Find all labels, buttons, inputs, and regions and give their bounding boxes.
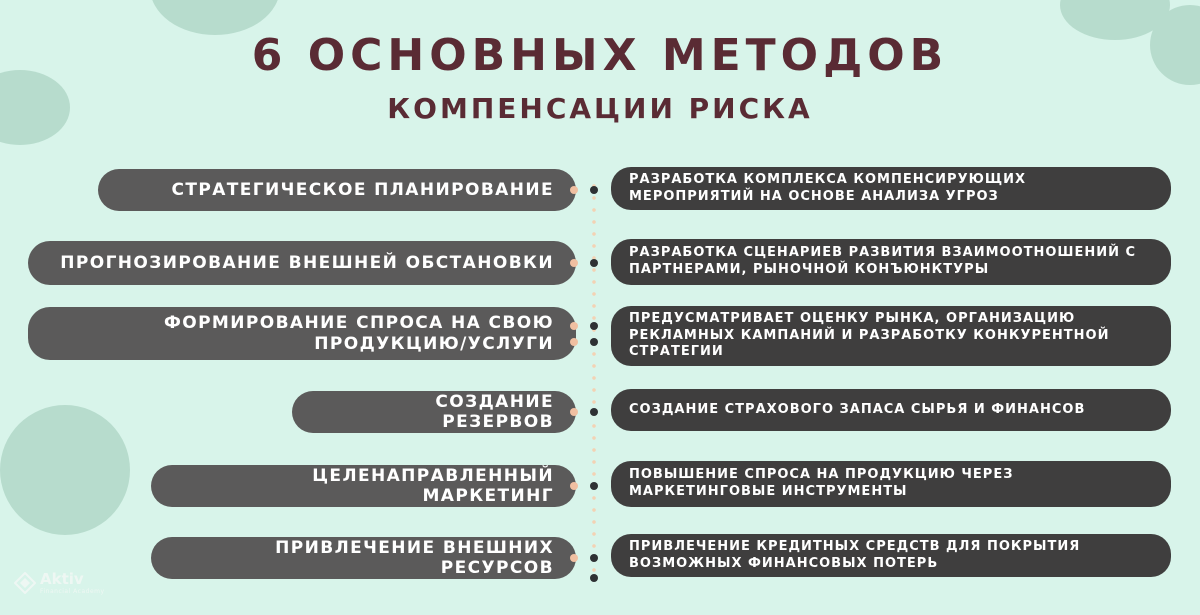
- connector-dot: [570, 186, 578, 194]
- method-description-pill: [611, 167, 1171, 210]
- method-name-pill: [28, 307, 576, 360]
- method-description-pill: [611, 389, 1171, 431]
- logo-name: Aktiv: [40, 570, 84, 588]
- connector-dot: [590, 186, 598, 194]
- method-name: ПРОГНОЗИРОВАНИЕ ВНЕШНЕЙ ОБСТАНОВКИ: [60, 252, 554, 273]
- method-description-pill: [611, 534, 1171, 577]
- method-name: ПРИВЛЕЧЕНИЕ ВНЕШНИХ РЕСУРСОВ: [275, 537, 554, 578]
- connector-dot: [590, 338, 598, 346]
- method-description-pill: [611, 461, 1171, 507]
- logo-tagline: Financial Academy: [40, 588, 105, 595]
- logo-text: [40, 570, 105, 595]
- connector-dot: [570, 338, 578, 346]
- connector-dot: [590, 322, 598, 330]
- connector-dot: [570, 259, 578, 267]
- aktiv-logo: [14, 570, 105, 595]
- method-name-pill: [151, 537, 576, 579]
- method-description: РАЗРАБОТКА СЦЕНАРИЕВ РАЗВИТИЯ ВЗАИМООТНОШЕНИЙ С ПАРТНЕРАМИ, РЫНОЧНОЙ КОНЪЮНКТУРЫ: [629, 245, 1137, 277]
- connector-dot: [590, 259, 598, 267]
- method-description: РАЗРАБОТКА КОМПЛЕКСА КОМПЕНСИРУЮЩИХ МЕРОПРИЯТИЙ НА ОСНОВЕ АНАЛИЗА УГРОЗ: [629, 171, 1027, 204]
- method-description-pill: [611, 239, 1171, 285]
- method-name-pill: [98, 169, 576, 211]
- connector-dot: [590, 408, 598, 416]
- method-name-pill: [292, 391, 576, 433]
- connector-dot: [570, 482, 578, 490]
- connector-dot: [590, 554, 598, 562]
- connector-dot: [590, 482, 598, 490]
- method-name-pill: [28, 241, 576, 285]
- method-description-pill: [611, 306, 1171, 366]
- connector-dot: [570, 322, 578, 330]
- connector-dot: [570, 554, 578, 562]
- method-description: СОЗДАНИЕ СТРАХОВОГО ЗАПАСА СЫРЬЯ И ФИНАНСОВ: [629, 401, 1086, 417]
- method-name-pill: [151, 465, 576, 507]
- method-name: ФОРМИРОВАНИЕ СПРОСА НА СВОЮ ПРОДУКЦИЮ/УСЛУГИ: [163, 313, 554, 354]
- method-description: ПРЕДУСМАТРИВАЕТ ОЦЕНКУ РЫНКА, ОРГАНИЗАЦИЮ РЕКЛАМНЫХ КАМПАНИЙ И РАЗРАБОТКУ КОНКУРЕНТНОЙ СТРАТЕГИИ: [629, 310, 1110, 360]
- timeline-connector-line: [591, 180, 597, 580]
- connector-dot: [590, 574, 598, 582]
- page-title: 6 ОСНОВНЫХ МЕТОДОВ: [251, 30, 949, 81]
- method-description: ПОВЫШЕНИЕ СПРОСА НА ПРОДУКЦИЮ ЧЕРЕЗ МАРКЕТИНГОВЫЕ ИНСТРУМЕНТЫ: [629, 467, 1014, 499]
- method-name: СТРАТЕГИЧЕСКОЕ ПЛАНИРОВАНИЕ: [171, 179, 554, 200]
- method-name: ЦЕЛЕНАПРАВЛЕННЫЙ МАРКЕТИНГ: [312, 465, 554, 506]
- page-subtitle: КОМПЕНСАЦИИ РИСКА: [387, 92, 813, 125]
- method-description: ПРИВЛЕЧЕНИЕ КРЕДИТНЫХ СРЕДСТВ ДЛЯ ПОКРЫТИЯ ВОЗМОЖНЫХ ФИНАНСОВЫХ ПОТЕРЬ: [629, 538, 1081, 571]
- method-name: СОЗДАНИЕ РЕЗЕРВОВ: [435, 391, 554, 432]
- cloud-decoration: [0, 405, 130, 535]
- connector-dot: [570, 408, 578, 416]
- diamond-logo-icon: [14, 572, 36, 594]
